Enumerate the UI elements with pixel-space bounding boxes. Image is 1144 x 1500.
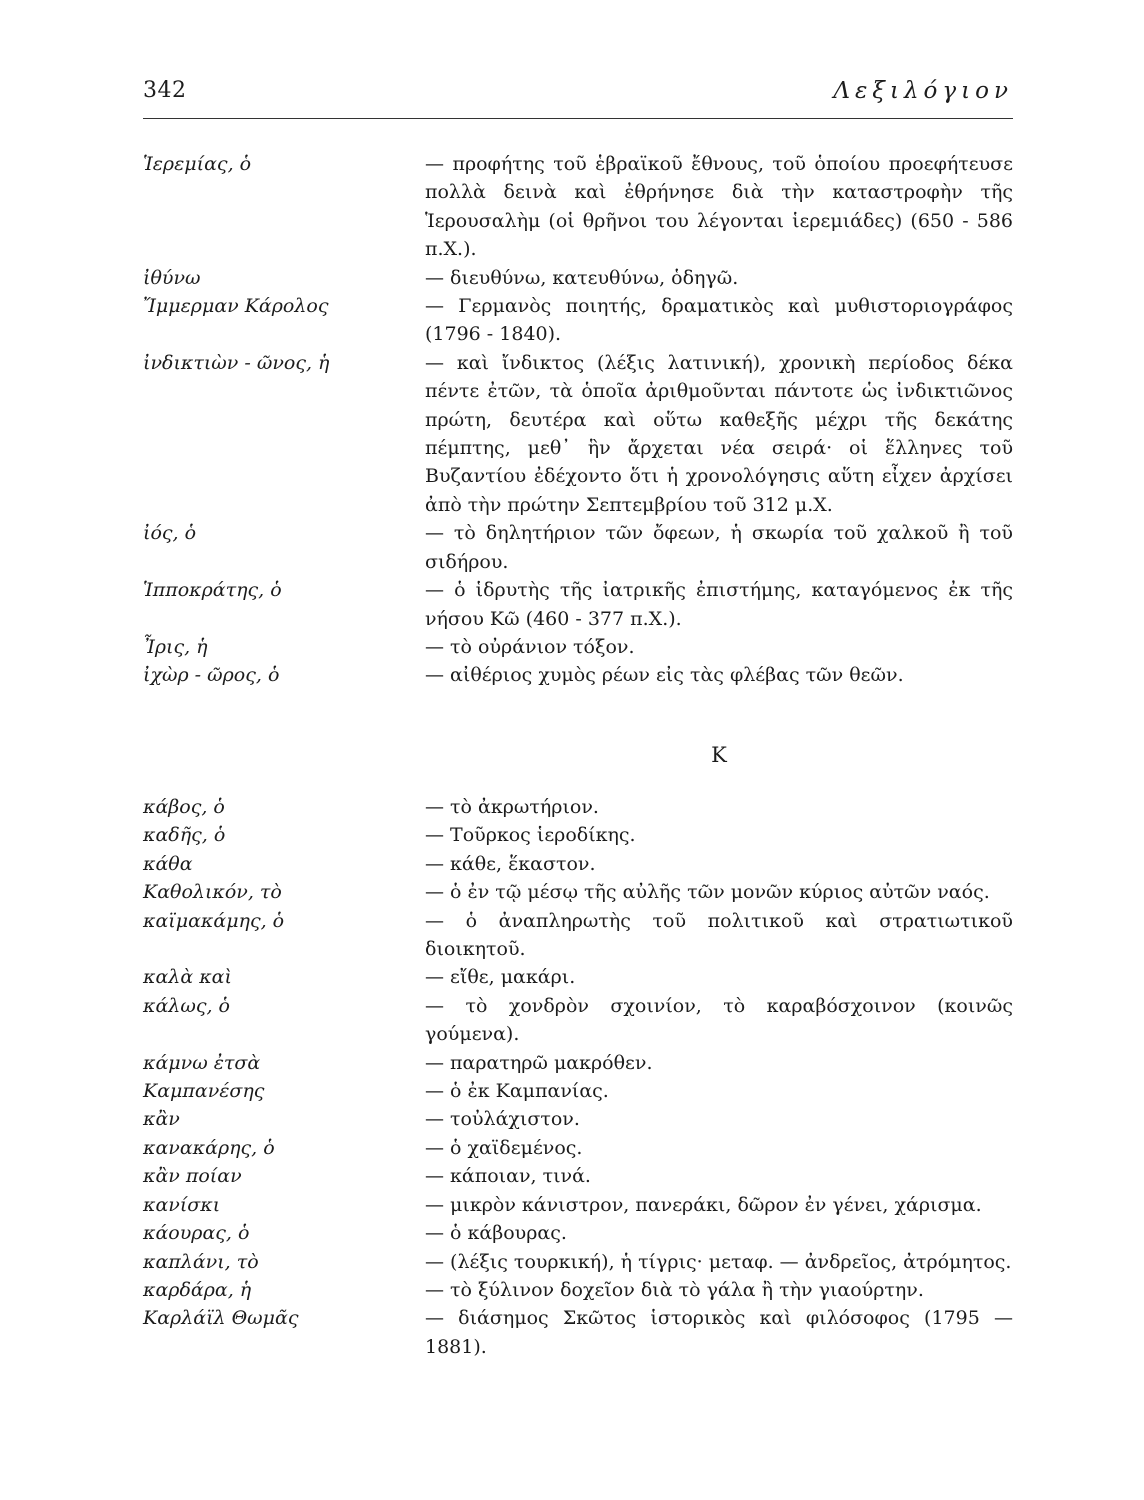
- dictionary-entry: [143, 963, 1013, 991]
- entry-definition: — τοὐλάχιστον.: [425, 1108, 580, 1131]
- entry-definition: — κάποιαν, τινά.: [425, 1165, 591, 1188]
- entry-definition: — Γερμανὸς ποιητής, δραματικὸς καὶ μυθιστοριογράφος (1796 - 1840).: [425, 295, 1013, 346]
- entry-term: ἰός, ὁ: [143, 522, 197, 545]
- entry-definition: — μικρὸν κάνιστρον, πανεράκι, δῶρον ἐν γένει, χάρισμα.: [425, 1193, 982, 1216]
- entry-definition: — τὸ δηλητήριον τῶν ὄφεων, ἡ σκωρία τοῦ χαλκοῦ ἢ τοῦ σιδήρου.: [425, 522, 1013, 573]
- header-rule: [143, 118, 1013, 119]
- entry-term: Καθολικόν, τὸ: [143, 881, 282, 904]
- dictionary-entry: [143, 661, 1013, 689]
- entry-term: κανίσκι: [143, 1193, 221, 1216]
- entry-definition: — Τοῦρκος ἱεροδίκης.: [425, 824, 636, 847]
- entry-term: καϊμακάμης, ὁ: [143, 909, 285, 932]
- entry-term: Ἱπποκράτης, ὁ: [143, 579, 282, 602]
- dictionary-entry: [143, 992, 1013, 1049]
- dictionary-entry: [143, 349, 1013, 519]
- entry-definition: — ὁ ἱδρυτὴς τῆς ἰατρικῆς ἐπιστήμης, καταγόμενος ἐκ τῆς νήσου Κῶ (460 - 377 π.Χ.).: [425, 579, 1013, 630]
- dictionary-entry: [143, 1219, 1013, 1247]
- dictionary-entry: [143, 1162, 1013, 1190]
- entry-definition: — ὁ κάβουρας.: [425, 1222, 567, 1245]
- dictionary-entry: [143, 821, 1013, 849]
- dictionary-entry: [143, 1276, 1013, 1304]
- entry-term: κἂν ποίαν: [143, 1165, 242, 1188]
- dictionary-entry: [143, 793, 1013, 821]
- entry-definition: — αἰθέριος χυμὸς ρέων εἰς τὰς φλέβας τῶν θεῶν.: [425, 664, 904, 687]
- dictionary-entry: [143, 264, 1013, 292]
- entry-term: κάουρας, ὁ: [143, 1222, 250, 1245]
- entry-definition: — τὸ οὐράνιον τόξον.: [425, 635, 635, 658]
- dictionary-entry: [143, 292, 1013, 349]
- dictionary-entry: [143, 576, 1013, 633]
- entry-term: Ἱερεμίας, ὁ: [143, 153, 252, 175]
- entry-definition: — (λέξις τουρκική), ἡ τίγρις· μεταφ. — ἀνδρεῖος, ἀτρόμητος.: [425, 1250, 1012, 1273]
- entry-definition: — παρατηρῶ μακρόθεν.: [425, 1051, 653, 1074]
- entries-iota: [143, 150, 1013, 690]
- entry-definition: — ὁ ἀναπληρωτὴς τοῦ πολιτικοῦ καὶ στρατιωτικοῦ διοικητοῦ.: [425, 909, 1013, 961]
- entry-term: ἰθύνω: [143, 266, 201, 289]
- entry-term: κάμνω ἐτσὰ: [143, 1051, 261, 1074]
- entry-term: Καρλάϊλ Θωμᾶς: [143, 1307, 299, 1330]
- entry-term: κάλως, ὁ: [143, 994, 230, 1017]
- entry-term: κἂν: [143, 1108, 180, 1131]
- entry-definition: — εἴθε, μακάρι.: [425, 966, 576, 989]
- entry-definition: — τὸ ξύλινον δοχεῖον διὰ τὸ γάλα ἢ τὴν γιαούρτην.: [425, 1278, 924, 1301]
- section-letter-heading: Κ: [711, 743, 727, 767]
- entry-term: Καμπανέσης: [143, 1080, 265, 1103]
- dictionary-entry: [143, 907, 1013, 964]
- dictionary-entry: [143, 1049, 1013, 1077]
- dictionary-entry: [143, 850, 1013, 878]
- entry-definition: — ὁ χαϊδεμένος.: [425, 1136, 583, 1159]
- entry-term: ἰνδικτιὼν - ῶνος, ἡ: [143, 351, 330, 374]
- dictionary-entry: [143, 1248, 1013, 1276]
- entry-term: καπλάνι, τὸ: [143, 1250, 259, 1273]
- dictionary-entry: [143, 150, 1013, 264]
- entry-term: καδῆς, ὁ: [143, 824, 226, 847]
- entry-term: Ἴμμερμαν Κάρολος: [143, 295, 329, 318]
- page-number: 342: [143, 78, 187, 103]
- dictionary-entry: [143, 1191, 1013, 1219]
- dictionary-entry: [143, 633, 1013, 661]
- entry-definition: — τὸ χονδρὸν σχοινίον, τὸ καραβόσχοινον (κοινῶς γούμενα).: [425, 994, 1013, 1046]
- entry-term: Ἶρις, ἡ: [143, 635, 208, 658]
- page-header: [143, 78, 1013, 114]
- entry-definition: — ὁ ἐκ Καμπανίας.: [425, 1080, 609, 1103]
- entry-definition: — καὶ ἴνδικτος (λέξις λατινική), χρονικὴ περίοδος δέκα πέντε ἐτῶν, τὰ ὁποῖα ἀριθμοῦνται πάντοτε ὡς ἰνδικτιῶνος πρώτη, δευτέρα καὶ οὕτω καθεξῆς μέχρι τῆς δεκάτης πέμπτης, μεθ᾿ ἣν ἄρχεται νέα σειρά· οἱ ἕλληνες τοῦ Βυζαντίου ἐδέχοντο ὅτι ἡ χρονολόγησις αὕτη εἶχεν ἀρχίσει ἀπὸ τὴν πρώτην Σεπτεμβρίου τοῦ 312 μ.Χ.: [425, 351, 1013, 516]
- dictionary-entry: [143, 1105, 1013, 1133]
- dictionary-entry: [143, 878, 1013, 906]
- entry-definition: — ὁ ἐν τῷ μέσῳ τῆς αὐλῆς τῶν μονῶν κύριος αὐτῶν ναός.: [425, 881, 990, 904]
- dictionary-entry: [143, 1077, 1013, 1105]
- entry-term: κανακάρης, ὁ: [143, 1136, 275, 1159]
- entry-term: καρδάρα, ἡ: [143, 1278, 252, 1301]
- entry-definition: — διευθύνω, κατευθύνω, ὁδηγῶ.: [425, 266, 739, 289]
- dictionary-entry: [143, 1134, 1013, 1162]
- entry-term: καλὰ καὶ: [143, 966, 232, 989]
- entry-term: ἰχὼρ - ῶρος, ὁ: [143, 664, 280, 687]
- entry-definition: — προφήτης τοῦ ἑβραϊκοῦ ἔθνους, τοῦ ὁποίου προεφήτευσε πολλὰ δεινὰ καὶ ἐθρήνησε διὰ τὴν καταστροφὴν τῆς Ἱερουσαλὴμ (οἱ θρῆνοι του λέγονται ἱερεμιάδες) (650 - 586 π.Χ.).: [425, 153, 1013, 261]
- dictionary-entry: [143, 1304, 1013, 1361]
- entry-term: κάβος, ὁ: [143, 796, 225, 818]
- entry-term: κάθα: [143, 852, 193, 875]
- running-title: Λεξιλόγιον: [833, 78, 1013, 104]
- entry-definition: — κάθε, ἕκαστον.: [425, 852, 596, 875]
- dictionary-entry: [143, 519, 1013, 576]
- entries-kappa: [143, 793, 1013, 1361]
- entry-definition: — τὸ ἀκρωτήριον.: [425, 796, 599, 818]
- entry-definition: — διάσημος Σκῶτος ἱστορικὸς καὶ φιλόσοφος (1795 — 1881).: [425, 1307, 1013, 1358]
